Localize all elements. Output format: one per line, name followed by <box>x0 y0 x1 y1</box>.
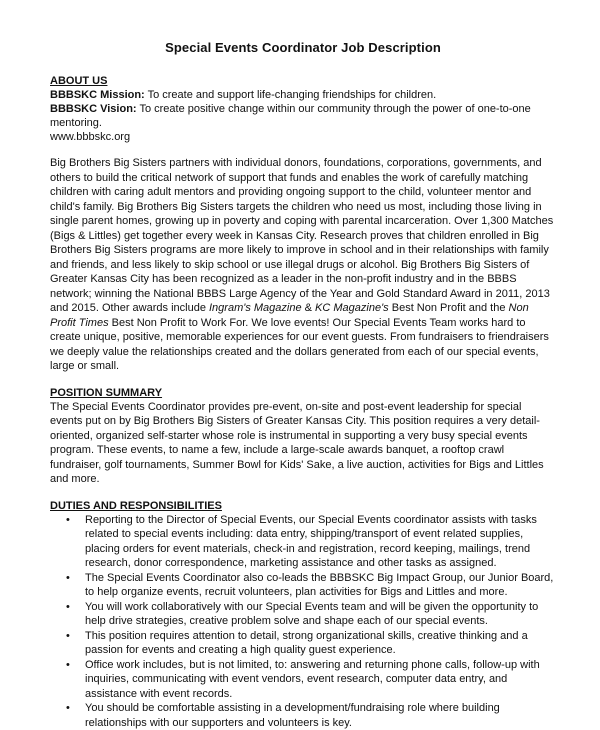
bullet-icon: • <box>66 513 70 526</box>
mission-label: BBBSKC Mission: <box>50 89 145 101</box>
duties-list <box>50 513 556 730</box>
about-paragraph-text: Big Brothers Big Sisters partners with individual donors, foundations, corporations, governments, and others to build the critical network of support that funds and enables the work of carefully matching children with caring adult mentors and providing ongoing support to the child, volunteer mentor and child's family. Big Brothers Big Sisters targets the children who need us most, including those living in single parent homes, growing up in poverty and coping with parental incarceration. Over 1,300 Matches (Bigs & Littles) get together every week in Kansas City. Research proves that children enrolled in Big Brothers Big Sisters programs are more likely to improve in school and in their relationships with family and friends, and less likely to skip school or use illegal drugs or alcohol. Big Brothers Big Sisters of Greater Kansas City has been recognized as a leader in the non-profit industry and in the BBBS network; winning the National BBBS Large Agency of the Year and Gold Standard Award in 2011, 2013 and 2015. Other awards include <box>50 157 554 314</box>
bullet-icon: • <box>66 702 70 714</box>
mission-line <box>50 88 556 102</box>
summary-paragraph: The Special Events Coordinator provides pre-event, on-site and post-event leadership for special events put on by Big Brothers Big Sisters of Greater Kansas City. This position requires a very detail-oriented, organized self-starter whose role is instrumental in supporting a very busy special events program. These events, to name a few, include a large-scale awards banquet, a rooftop crawl fundraiser, golf tournaments, Summer Bowl for Kids' Sake, a live auction, activities for Bigs and Littles and more. <box>50 400 544 485</box>
vision-label: BBBSKC Vision: <box>50 103 137 115</box>
about-section <box>50 74 556 374</box>
list-item <box>50 571 556 600</box>
duties-section <box>50 499 556 730</box>
duty-text: This position requires attention to detail, strong organizational skills, creative thinking and a passion for events and creating a high quality guest experience. <box>85 629 528 656</box>
vision-text: To create positive change within our community through the power of one-to-one mentoring. <box>50 103 531 129</box>
bullet-icon: • <box>66 600 70 613</box>
duties-heading: DUTIES AND RESPONSIBILITIES <box>50 499 222 512</box>
vision-line <box>50 102 556 130</box>
mission-text: To create and support life-changing friendships for children. <box>144 89 437 101</box>
summary-section <box>50 386 556 487</box>
about-paragraph-end: Best Non Profit to Work For. We love events! Our Special Events Team works hard to create unique, positive, memorable experiences for our event guests. From fundraisers to friendraisers we deeply value the relationships created and the dollars generated from each of our special events, large or small. <box>50 316 549 372</box>
list-item <box>50 701 556 730</box>
summary-heading: POSITION SUMMARY <box>50 386 163 399</box>
duty-text: Reporting to the Director of Special Events, our Special Events coordinator assists with tasks related to special events including: data entry, shipping/transport of event related supplies, placing orders for event materials, check-in and registration, record keeping, mailings, trend research, donor correspondence, marketing assistance and other tasks as assigned. <box>85 513 537 569</box>
document-title: Special Events Coordinator Job Description <box>165 40 441 55</box>
list-item <box>50 658 556 702</box>
about-heading: ABOUT US <box>50 75 108 87</box>
duty-text: The Special Events Coordinator also co-leads the BBBSKC Big Impact Group, our Junior Board, to help organize events, recruit volunteers, plan activities for Bigs and Littles and more. <box>85 571 554 598</box>
about-paragraph-and: & <box>301 302 316 314</box>
duty-text: Office work includes, but is not limited, to: answering and returning phone calls, follow-up with inquiries, communicating with event vendors, event research, computer data entry, and assistance with event records. <box>85 658 540 700</box>
duty-text: You should be comfortable assisting in a development/fundraising role where building relationships with our supporters and volunteers is key. <box>85 702 500 729</box>
about-paragraph-mid: Best Non Profit and the <box>388 302 509 314</box>
website-text: www.bbbskc.org <box>50 131 131 143</box>
list-item <box>50 600 556 629</box>
award-non-profit-times: Non Profit Times <box>50 302 529 329</box>
list-item <box>50 513 556 571</box>
about-paragraph <box>50 156 556 374</box>
bullet-icon: • <box>66 571 70 584</box>
list-item <box>50 629 556 658</box>
bullet-icon: • <box>66 629 70 642</box>
bullet-icon: • <box>66 658 70 671</box>
award-ingrams: Ingram's Magazine <box>209 302 302 314</box>
award-kc-magazine: KC Magazine's <box>315 302 389 314</box>
duty-text: You will work collaboratively with our Special Events team and will be given the opportunity to help drive strategies, creative problem solve and shape each of our special events. <box>85 600 539 627</box>
